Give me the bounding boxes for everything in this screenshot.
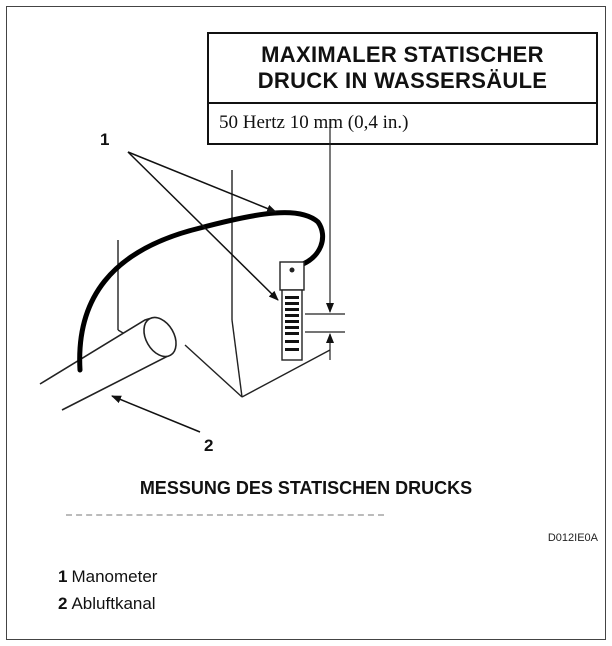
legend-label: Abluftkanal xyxy=(71,594,156,613)
callout-1: 1 xyxy=(100,130,110,149)
legend-item xyxy=(58,563,157,590)
exhaust-duct xyxy=(40,312,183,410)
spec-title-line1: MAXIMALER STATISCHER xyxy=(261,42,544,67)
faint-divider xyxy=(66,514,384,516)
drawing-code: D012IE0A xyxy=(547,532,598,544)
legend-number: 2 xyxy=(58,594,68,613)
legend-number: 1 xyxy=(58,567,68,586)
legend xyxy=(58,563,157,617)
legend-label: Manometer xyxy=(71,567,158,586)
callout-arrows xyxy=(112,152,278,432)
callout-2: 2 xyxy=(204,436,214,455)
manometer-gauge xyxy=(280,262,304,360)
spec-value: 50 Hertz 10 mm (0,4 in.) xyxy=(219,112,409,133)
figure-caption: MESSUNG DES STATISCHEN DRUCKS xyxy=(139,478,473,498)
legend-item xyxy=(58,590,157,617)
spec-title-line2: DRUCK IN WASSERSÄULE xyxy=(257,68,548,93)
